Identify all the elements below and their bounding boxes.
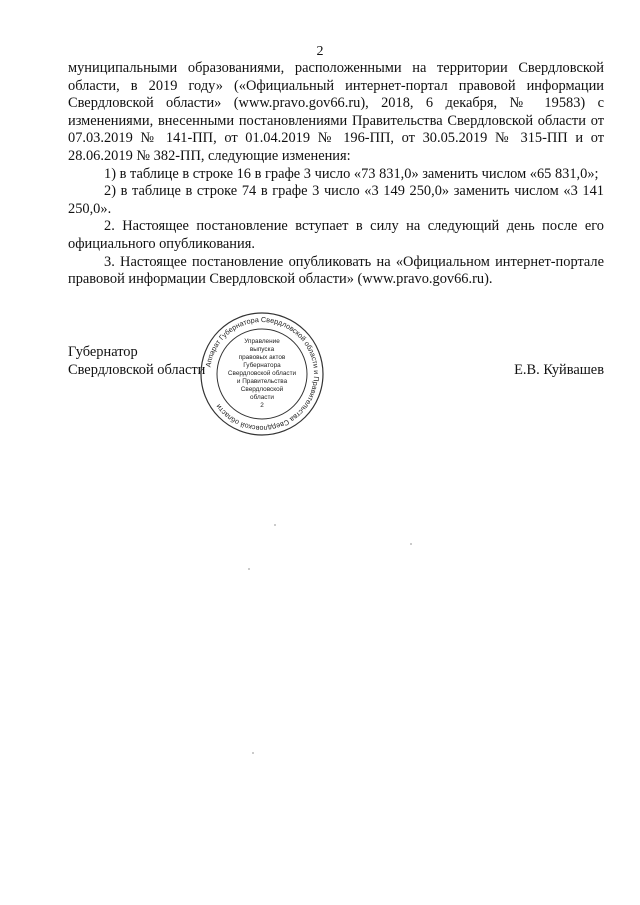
stamp-ring-text: Аппарат Губернатора Свердловской области и Правительства Свердловской области — [203, 314, 322, 434]
stamp-line-6: и Правительства — [236, 378, 288, 385]
document-body — [68, 60, 604, 289]
stamp-line-9: 2 — [260, 402, 264, 409]
stamp-line-7: Свердловской — [240, 386, 284, 393]
scan-speck — [248, 568, 250, 570]
paragraph-intro: муниципальными образованиями, расположенными на территории Свердловской области, в 2019 году» («Официальный интернет-портал правовой информации Свердловской области» (www.pravo.gov66.ru), 2018, 6 декабря, № 19583) с изменениями, внесенными постановлениями Правительства Свердловской области от 07.03.2019 № 141-ПП, от 01.04.2019 № 196-ПП, от 30.05.2019 № 315-ПП и от 28.06.2019 № 382-ПП, следующие изменения: — [68, 60, 604, 164]
stamp-line-8: области — [250, 394, 274, 401]
stamp-line-3: правовых актов — [238, 354, 286, 361]
paragraph-publish: 3. Настоящее постановление опубликовать на «Официальном интернет-портале правовой информации Свердловской области» (www.pravo.gov66.ru). — [68, 253, 604, 288]
paragraph-item-1: 1) в таблице в строке 16 в графе 3 число «73 831,0» заменить числом «65 831,0»; — [104, 165, 599, 182]
scan-speck — [274, 524, 276, 526]
stamp-line-1: Управление — [244, 338, 280, 345]
signature-title-line1: Губернатор — [68, 344, 138, 360]
signature-name: Е.В. Куйвашев — [514, 362, 604, 378]
paragraph-effective: 2. Настоящее постановление вступает в силу на следующий день после его официального опубликования. — [68, 218, 604, 252]
signature-title-line2: Свердловской области — [68, 361, 206, 378]
stamp-line-2: выпуска — [249, 346, 275, 353]
stamp-line-5: Свердловской области — [227, 370, 297, 377]
paragraph-item-2: 2) в таблице в строке 74 в графе 3 число «3 149 250,0» заменить числом «3 141 250,0». — [68, 183, 604, 217]
signature-title — [68, 344, 205, 379]
scan-speck — [252, 752, 254, 754]
official-stamp — [198, 310, 326, 438]
scan-speck — [410, 543, 412, 545]
page-number: 2 — [316, 44, 324, 59]
stamp-line-4: Губернатора — [243, 362, 281, 369]
